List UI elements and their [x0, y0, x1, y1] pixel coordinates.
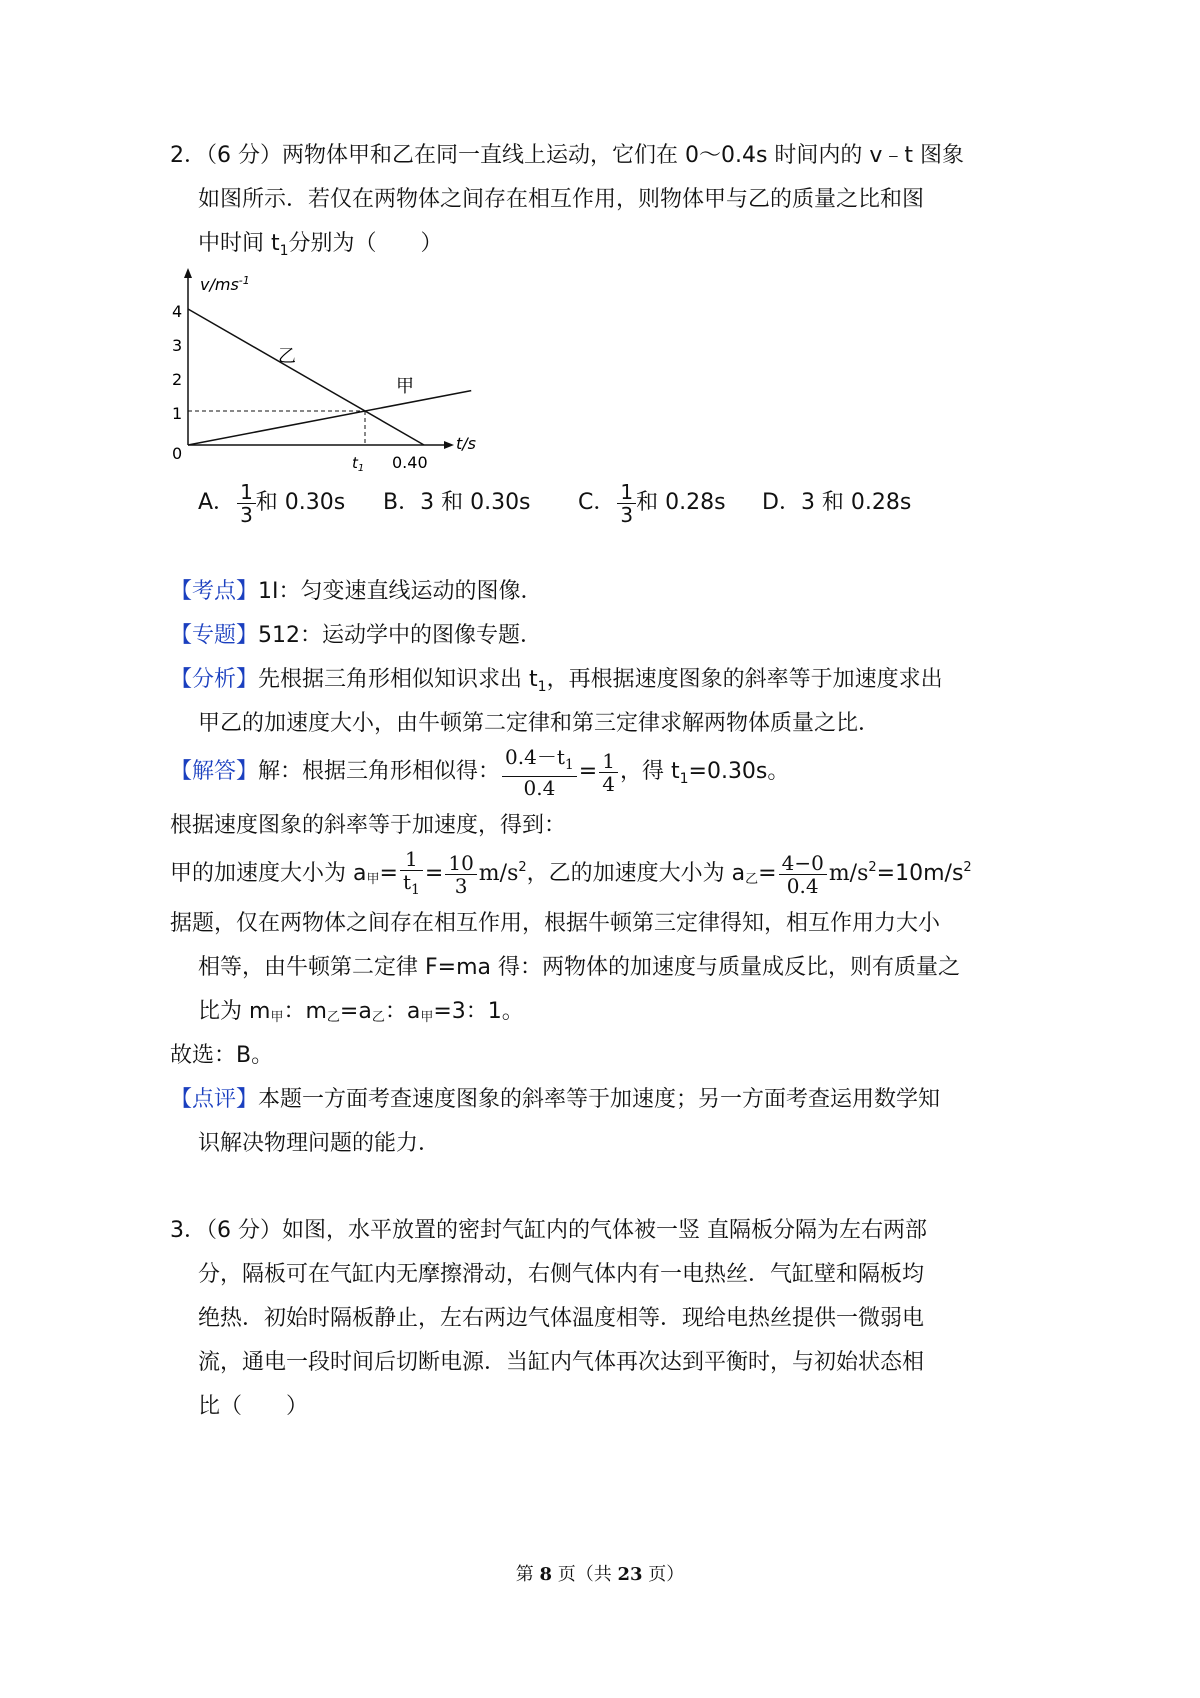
jieda-line1: 【解答】解：根据三角形相似得： $\frac{0.4-t_1}{0.4}$ = $\frac{1}{4}$ ，得 $t_1=0.30s$。	[170, 744, 790, 800]
x-end-label: 0.40	[392, 453, 428, 472]
dianping-line2: 识解决物理问题的能力．	[198, 1131, 441, 1156]
jieda-line4: 据题，仅在两物体之间存在相互作用，根据牛顿第三定律得知，相互作用力大小	[170, 911, 941, 936]
q3-line1: 3．（6 分）如图，水平放置的密封气缸内的气体被一竖 直隔板分隔为左右两部	[170, 1218, 927, 1243]
series-jia-label: 甲	[396, 376, 414, 397]
y-tick-3: 3	[172, 336, 183, 355]
fenxi: 【分析】先根据三角形相似知识求出 $t_1$，再根据速度图象的斜率等于加速度求出	[170, 667, 943, 695]
q3-line2: 分，隔板可在气缸内无摩擦滑动，右侧气体内有一电热丝．气缸壁和隔板均	[198, 1262, 925, 1287]
vt-graph	[160, 262, 500, 472]
q2-line1: 2．（6 分）两物体甲和乙在同一直线上运动，它们在 0～0.4s 时间内的 v﹣t 图象	[170, 143, 965, 168]
option-c: C． $\frac{1}{3}$ 和 0.28s	[578, 479, 726, 527]
y-tick-0: 0	[172, 444, 183, 463]
t1-label: $t_1$	[352, 454, 365, 472]
y-axis-label: $v/ms^{-1}$	[200, 274, 250, 294]
jieda-line2: 根据速度图象的斜率等于加速度，得到：	[170, 813, 567, 838]
jieda-line5: 相等，由牛顿第二定律 F=ma 得：两物体的加速度与质量成反比，则有质量之	[198, 955, 960, 980]
jieda-line7: 故选：B。	[170, 1043, 274, 1068]
kaodian: 【考点】1I：匀变速直线运动的图像．	[170, 579, 543, 604]
zhuanti: 【专题】512：运动学中的图像专题．	[170, 623, 543, 648]
dianping: 【点评】本题一方面考查速度图象的斜率等于加速度；另一方面考查运用数学知	[170, 1087, 941, 1112]
y-tick-4: 4	[172, 302, 183, 321]
fenxi-line2: 甲乙的加速度大小，由牛顿第二定律和第三定律求解两物体质量之比．	[198, 711, 881, 736]
series-yi-label: 乙	[278, 346, 296, 367]
series-jia-line	[188, 391, 471, 445]
option-a: A． $\frac{1}{3}$ 和 0.30s	[198, 479, 346, 527]
series-yi-line	[188, 309, 424, 445]
x-axis-arrow	[444, 441, 454, 449]
q2-line2: 如图所示．若仅在两物体之间存在相互作用，则物体甲与乙的质量之比和图	[198, 187, 925, 212]
y-tick-1: 1	[172, 404, 183, 423]
page-footer: 第 8 页（共 23 页）	[515, 1564, 685, 1585]
q3-line5: 比（ ）	[198, 1394, 309, 1419]
option-d: D．3 和 0.28s	[762, 490, 912, 515]
option-b: B．3 和 0.30s	[383, 490, 531, 515]
q3-line3: 绝热．初始时隔板静止，左右两边气体温度相等．现给电热丝提供一微弱电	[198, 1306, 925, 1331]
y-axis-arrow	[184, 268, 192, 278]
q2-line3: 中时间 $t_1$分别为（ ）	[198, 231, 443, 259]
jieda-line3: 甲的加速度大小为 a甲= $\frac{1}{t_1}$ = $\frac{10}{3}$ $m/s^2$，乙的加速度大小为 a乙= $\frac{4-0}{0.4}$ $m/s^2=10m/s^2$	[170, 846, 972, 898]
x-axis-label: t/s	[456, 434, 476, 453]
y-tick-2: 2	[172, 370, 183, 389]
q3-line4: 流，通电一段时间后切断电源．当缸内气体再次达到平衡时，与初始状态相	[198, 1350, 925, 1375]
jieda-line6: 比为 m甲：m乙=a乙：a甲=3：1。	[198, 999, 524, 1025]
